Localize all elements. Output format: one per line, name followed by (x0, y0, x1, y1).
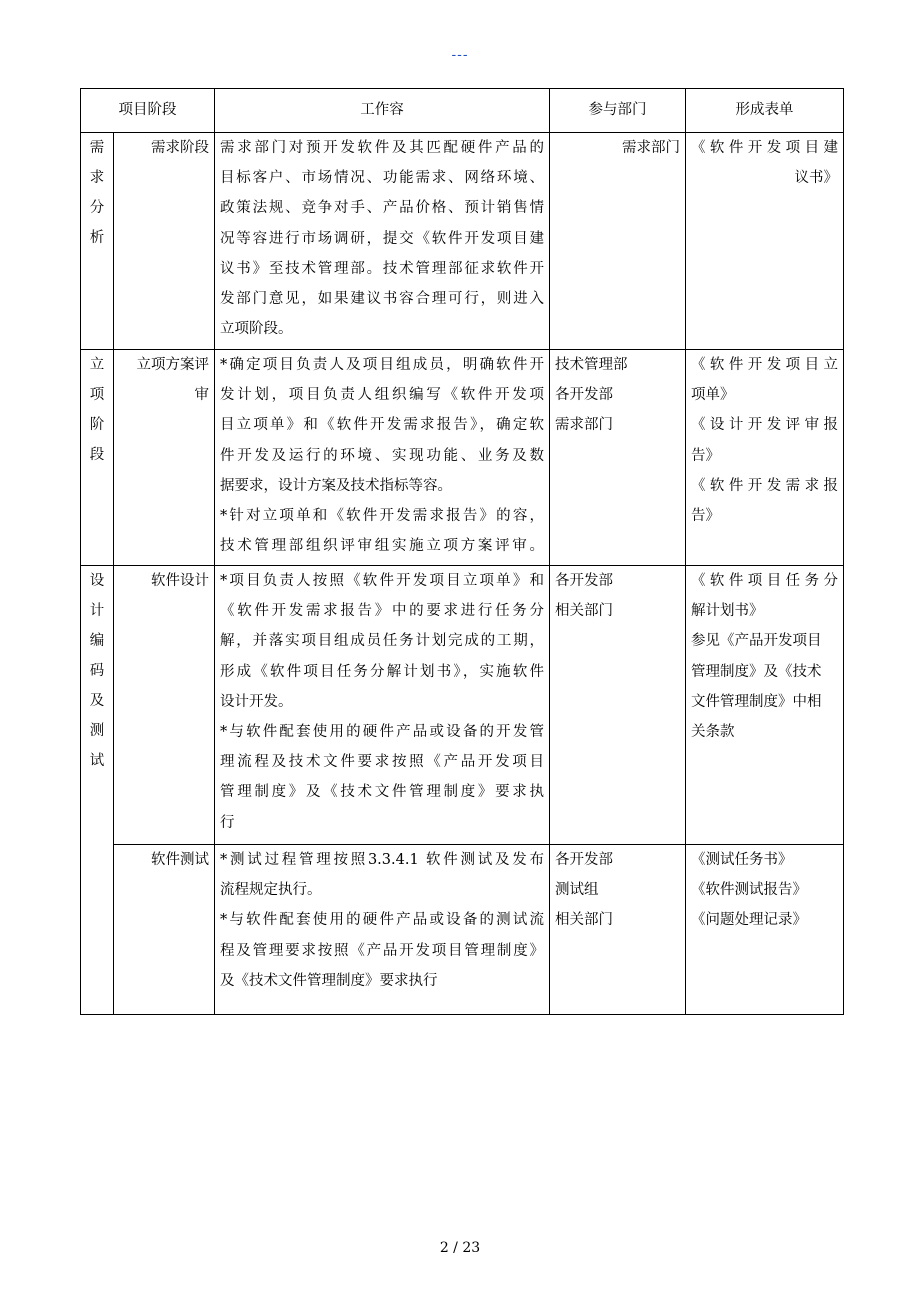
table-row (81, 133, 844, 350)
table-header-row (81, 89, 844, 133)
header-dept: 参与部门 (550, 89, 686, 133)
header-form: 形成表单 (686, 89, 844, 133)
content-cell: *测试过程管理按照3.3.4.1 软件测试及发布 流程规定执行。 *与软件配套使用的硬件产品或设备的测试流 程及管理要求按照《产品开发项目管理制度》 及《技术文件管理制度》要求执行 (215, 845, 550, 1015)
form-cell: 《软件开发项目建 议书》 (686, 133, 844, 350)
dept-cell: 各开发部 相关部门 (550, 566, 686, 845)
page-number: 2 / 23 (439, 1240, 481, 1256)
content-cell: 需求部门对预开发软件及其匹配硬件产品的 目标客户、市场情况、功能需求、网络环境、 政策法规、竞争对手、产品价格、预计销售情 况等容进行市场调研，提交《软件开发项目建 议书》至技术管理部。技术管理部征求软件开 发部门意见，如果建议书容合理可行，则进入 立项阶段。 (215, 133, 550, 350)
dept-cell: 各开发部 测试组 相关部门 (550, 845, 686, 1015)
content-cell: *确定项目负责人及项目组成员，明确软件开 发计划，项目负责人组织编写《软件开发项 目立项单》和《软件开发需求报告》，确定软 件开发及运行的环境、实现功能、业务及数 据要求，设计方案及技术指标等容。 *针对立项单和《软件开发需求报告》的容， 技术管理部组织评审组实施立项方案评审。 (215, 350, 550, 566)
header-content: 工作容 (215, 89, 550, 133)
stage-cell-demand: 需 求 分 析 (81, 133, 114, 350)
header-stage: 项目阶段 (81, 89, 215, 133)
form-cell: 《软件项目任务分 解计划书》 参见《产品开发项目 管理制度》及《技术 文件管理制度》中相 关条款 (686, 566, 844, 845)
sub-stage-cell: 需求阶段 (114, 133, 215, 350)
header-mark: --- (451, 48, 469, 63)
sub-stage-cell: 立项方案评 审 (114, 350, 215, 566)
table-row (81, 566, 844, 845)
table-row (81, 350, 844, 566)
stage-cell-project: 立 项 阶 段 (81, 350, 114, 566)
dept-cell: 需求部门 (550, 133, 686, 350)
content-cell: *项目负责人按照《软件开发项目立项单》和 《软件开发需求报告》中的要求进行任务分 解，并落实项目组成员任务计划完成的工期， 形成《软件项目任务分解计划书》，实施软件 设计开发。 *与软件配套使用的硬件产品或设备的开发管 理流程及技术文件要求按照《产品开发项目 管理制度》及《技术文件管理制度》要求执 行 (215, 566, 550, 845)
form-cell: 《软件开发项目立 项单》 《设计开发评审报 告》 《软件开发需求报 告》 (686, 350, 844, 566)
form-cell: 《测试任务书》 《软件测试报告》 《问题处理记录》 (686, 845, 844, 1015)
table-row (81, 845, 844, 1015)
sub-stage-cell: 软件设计 (114, 566, 215, 845)
sub-stage-cell: 软件测试 (114, 845, 215, 1015)
process-table (80, 88, 844, 1015)
dept-cell: 技术管理部 各开发部 需求部门 (550, 350, 686, 566)
stage-cell-design: 设 计 编 码 及 测 试 (81, 566, 114, 1015)
